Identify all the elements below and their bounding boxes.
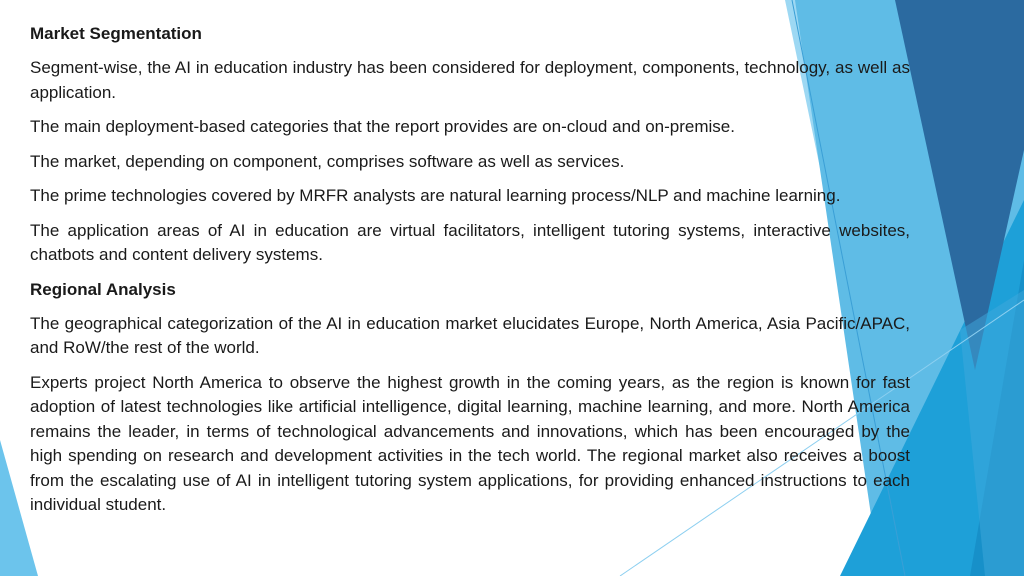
slide-content [30,22,910,528]
paragraph-deployment: The main deployment-based categories that the report provides are on-cloud and on-premise. [30,117,735,136]
heading-regional-analysis: Regional Analysis [30,279,176,299]
paragraph-segment-wise: Segment-wise, the AI in education industry has been considered for deployment, components, technology, as well as application. [30,58,910,102]
paragraph-north-america: Experts project North America to observe the highest growth in the coming years, as the region is known for fast adoption of latest technologies like artificial intelligence, digital learning, machine learning, and more. North America remains the leader, in terms of technological advancements and innovations, which has been encouraged by the high spending on research and development activities in the tech world. The regional market also receives a boost from the escalating use of AI in intelligent tutoring system applications, for providing enhanced instructions to each individual student. [30,372,910,514]
heading-market-segmentation: Market Segmentation [30,24,202,43]
paragraph-component: The market, depending on component, comprises software as well as services. [30,151,625,171]
paragraph-application-areas: The application areas of AI in education are virtual facilitators, intelligent tutoring systems, interactive websites, chatbots and content delivery systems. [30,220,910,264]
paragraph-geographical: The geographical categorization of the AI in education market elucidates Europe, North America, Asia Pacific/APAC, and RoW/the rest of the world. [30,313,910,357]
paragraph-technologies: The prime technologies covered by MRFR analysts are natural learning process/NLP and machine learning. [30,186,841,205]
